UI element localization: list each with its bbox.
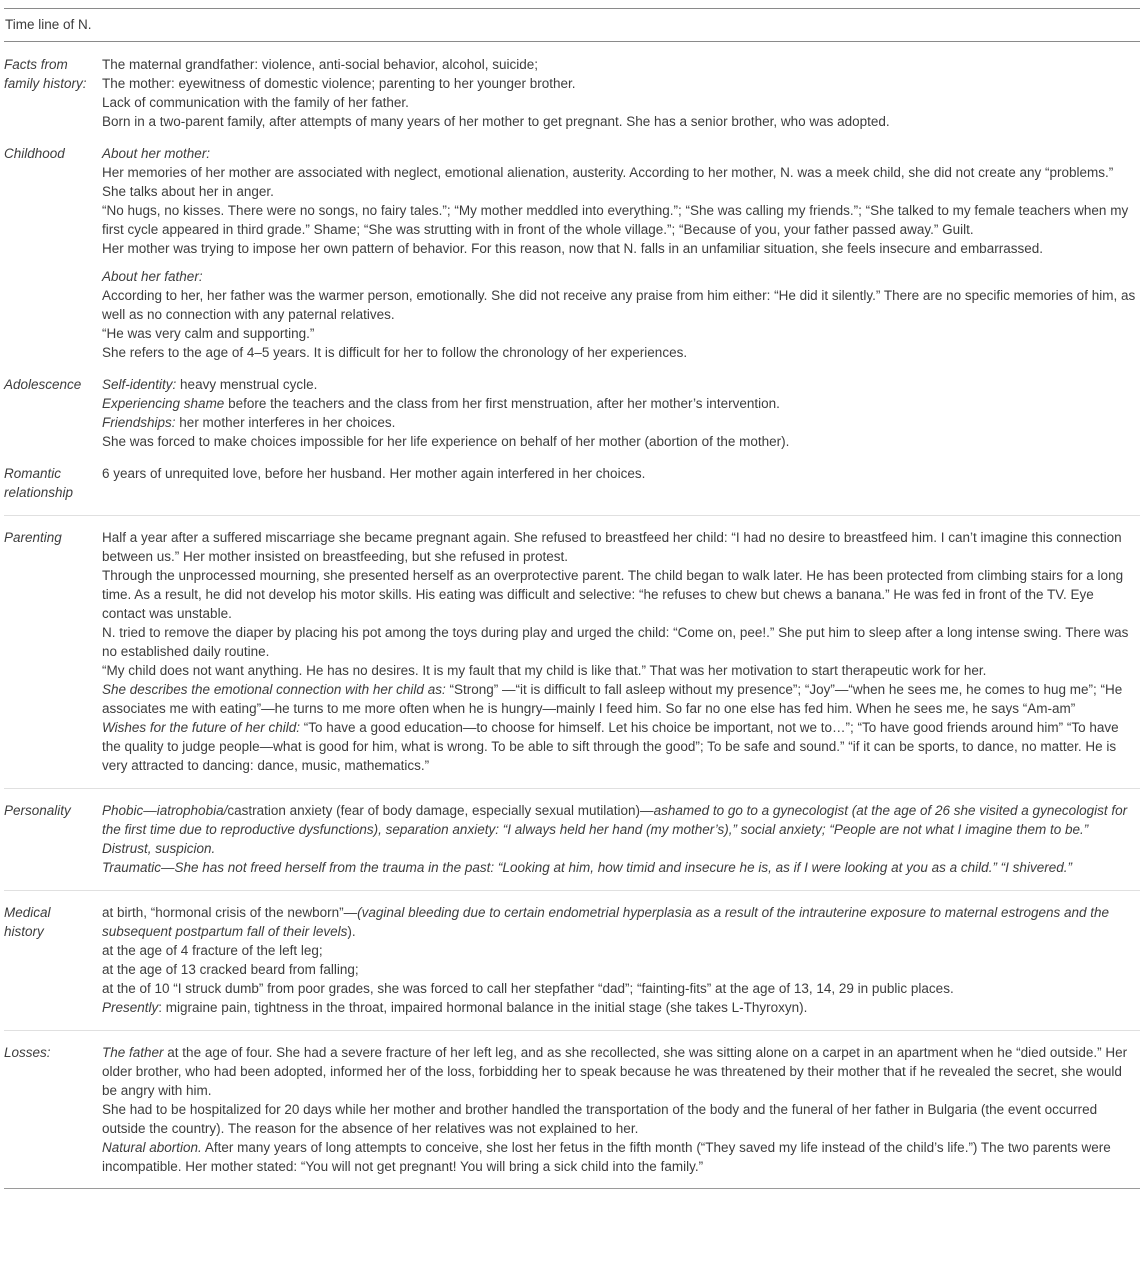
- row-paragraph: [102, 718, 1138, 775]
- row-paragraph: [102, 960, 1138, 979]
- text-segment: Through the unprocessed mourning, she presented herself as an overprotective parent. The child began to walk later. He has been protected from climbing stairs for a long time. As a result, he did not develop his motor skills. His eating was difficult and selective: “he refuses to chew but chews a banana.” He was fed in front of the TV. Eye contact was unstable.: [102, 568, 1124, 621]
- italic-text-segment: Presently: [102, 1000, 159, 1015]
- row-content: [102, 801, 1140, 877]
- row-paragraph: [102, 144, 1138, 163]
- italic-text-segment: Wishes for the future of her child:: [102, 720, 300, 735]
- row-label: Parenting: [4, 530, 62, 545]
- row-content: [102, 903, 1140, 1017]
- row-label: Losses:: [4, 1045, 51, 1060]
- text-segment: “My child does not want anything. He has no desires. It is my fault that my child is like that.” That was her motivation to start therapeutic work for her.: [102, 663, 987, 678]
- row-label: Childhood: [4, 146, 65, 161]
- text-segment: Half a year after a suffered miscarriage she became pregnant again. She refused to breastfeed her child: “I had no desire to breastfeed him. I can’t imagine this connection between us.” Her mother insisted on breastfeeding, but she refused in protest.: [102, 530, 1122, 564]
- italic-text-segment: The father: [102, 1045, 164, 1060]
- text-segment: The mother: eyewitness of domestic violence; parenting to her younger brother.: [102, 76, 576, 91]
- text-segment: According to her, her father was the warmer person, emotionally. She did not receive any praise from him either: “He did it silently.” There are no specific memories of him, as well as no connection with any paternal relatives.: [102, 288, 1136, 322]
- row-content: [102, 375, 1140, 451]
- row-paragraph: [102, 432, 1138, 451]
- row-paragraph: [102, 267, 1138, 286]
- row-paragraph: [102, 464, 1138, 483]
- text-segment: castration anxiety (fear of body damage, especially sexual mutilation)—: [227, 803, 654, 818]
- italic-text-segment: Self-identity:: [102, 377, 177, 392]
- italic-text-segment: (vaginal bleeding due to certain endometrial hyperplasia as a result of the intrauterine exposure to maternal estrogens and the subsequent postpartum fall of their levels: [102, 905, 1110, 939]
- text-segment: Her memories of her mother are associated with neglect, emotional alienation, austerity. According to her mother, N. was a meek child, she did not create any “problems.”: [102, 165, 1114, 180]
- text-segment: “Strong” —“it is difficult to fall asleep without my presence”; “Joy”—“when he sees me, he comes to hug me”; “He associates me with eating”—he turns to me more often when he is hungry—mainly I feed him. So far no one else has fed him. When he sees me, he says “Am-am”: [102, 682, 1123, 716]
- row-paragraph: [102, 566, 1138, 623]
- text-segment: N. tried to remove the diaper by placing his pot among the toys during play and urged the child: “Come on, pee!.” She put him to sleep after a long intense swing. There was no established daily routine.: [102, 625, 1129, 659]
- text-segment: before the teachers and the class from her first menstruation, after her mother’s intervention.: [224, 396, 780, 411]
- table-row-parenting: [4, 515, 1140, 775]
- text-segment: at the age of four. She had a severe fracture of her left leg, and as she recollected, she was sitting alone on a carpet in an apartment when he “died outside.” Her older brother, who had been adopted, informed her of the loss, forbidding her to speak because he was threatened by their mother that if he revealed the secret, she would be angry with him.: [102, 1045, 1128, 1098]
- italic-text-segment: ashamed to go to a gynecologist (at the age of 26 she visited a gynecologist for the first time due to reproductive dysfunctions), separation anxiety: “I always held her hand (my mother’s),” social anxiety; “People are not what I imagine them to be.” Distrust, suspicion.: [102, 803, 1128, 856]
- row-paragraph: [102, 528, 1138, 566]
- row-content: [102, 55, 1140, 131]
- text-segment: ).: [347, 924, 356, 939]
- row-paragraph: [102, 1100, 1138, 1138]
- text-segment: After many years of long attempts to conceive, she lost her fetus in the fifth month (“They saved my life instead of the child’s life.”) The two parents were incompatible. Her mother stated: “You will not get pregnant! You will bring a sick child into the family.”: [102, 1140, 1111, 1174]
- row-paragraph: [102, 413, 1138, 432]
- text-segment: Her mother was trying to impose her own pattern of behavior. For this reason, now that N. falls in an unfamiliar situation, she feels insecure and embarrassed.: [102, 241, 1043, 256]
- table-rows: [4, 55, 1140, 1176]
- text-segment: She refers to the age of 4–5 years. It is difficult for her to follow the chronology of her experiences.: [102, 345, 688, 360]
- timeline-table: [4, 8, 1140, 1189]
- row-content: [102, 1043, 1140, 1176]
- text-segment: She talks about her in anger.: [102, 184, 274, 199]
- text-segment: Born in a two-parent family, after attempts of many years of her mother to get pregnant. She has a senior brother, who was adopted.: [102, 114, 890, 129]
- text-segment: : migraine pain, tightness in the throat, impaired hormonal balance in the initial stage (she takes L-Thyroxyn).: [158, 1000, 808, 1015]
- row-label: Medical history: [4, 905, 51, 939]
- row-paragraph: [102, 112, 1138, 131]
- row-paragraph: [102, 941, 1138, 960]
- italic-text-segment: Friendships:: [102, 415, 176, 430]
- italic-text-segment: Traumatic—She has not freed herself from the trauma in the past: “Looking at him, how timid and insecure he is, as if I were looking at you as a child.” “I shivered.”: [102, 860, 1072, 875]
- row-paragraph: [102, 343, 1138, 362]
- table-row-losses: [4, 1030, 1140, 1176]
- table-row-adolescence: [4, 375, 1140, 451]
- text-segment: “He was very calm and supporting.”: [102, 326, 315, 341]
- text-segment: The maternal grandfather: violence, anti-social behavior, alcohol, suicide;: [102, 57, 538, 72]
- row-paragraph: [102, 680, 1138, 718]
- row-paragraph: [102, 979, 1138, 998]
- italic-text-segment: Experiencing shame: [102, 396, 225, 411]
- text-segment: at the of 10 “I struck dumb” from poor grades, she was forced to call her stepfather “dad”; “fainting-fits” at the age of 13, 14, 29 in public places.: [102, 981, 954, 996]
- table-title: Time line of N.: [4, 9, 1140, 42]
- row-label: Romantic relationship: [4, 466, 74, 500]
- row-paragraph: [102, 801, 1138, 858]
- table-row-medical-history: [4, 890, 1140, 1017]
- row-paragraph: [102, 93, 1138, 112]
- row-paragraph: [102, 858, 1138, 877]
- row-paragraph: [102, 182, 1138, 201]
- italic-text-segment: She describes the emotional connection with her child as:: [102, 682, 446, 697]
- italic-text-segment: Natural abortion.: [102, 1140, 202, 1155]
- italic-text-segment: Phobic—iatrophobia/: [102, 803, 228, 818]
- row-paragraph: [102, 623, 1138, 661]
- text-segment: She was forced to make choices impossible for her life experience on behalf of her mother (abortion of the mother).: [102, 434, 790, 449]
- row-paragraph: [102, 55, 1138, 74]
- italic-text-segment: About her father:: [102, 269, 203, 284]
- text-segment: “No hugs, no kisses. There were no songs, no fairy tales.”; “My mother meddled into everything.”; “She was calling my friends.”; “She talked to my female teachers when my first cycle appeared in third grade.” Shame; “She was strutting with in front of the whole village.”; “Because of you, your father passed away.” Guilt.: [102, 203, 1129, 237]
- row-paragraph: [102, 239, 1138, 258]
- text-segment: Lack of communication with the family of her father.: [102, 95, 409, 110]
- table-row-facts-from-family-history: [4, 55, 1140, 131]
- text-segment: She had to be hospitalized for 20 days while her mother and brother handled the transportation of the body and the funeral of her father in Bulgaria (the event occurred outside the country). The reason for the absence of her relatives was not explained to her.: [102, 1102, 1098, 1136]
- row-content: [102, 528, 1140, 775]
- text-segment: at the age of 13 cracked beard from falling;: [102, 962, 359, 977]
- italic-text-segment: About her mother:: [102, 146, 211, 161]
- row-paragraph: [102, 163, 1138, 182]
- row-content: [102, 464, 1140, 502]
- row-paragraph: [102, 903, 1138, 941]
- row-paragraph: [102, 74, 1138, 93]
- table-row-childhood: [4, 144, 1140, 362]
- row-paragraph: [102, 375, 1138, 394]
- table-row-personality: [4, 788, 1140, 877]
- table-row-romantic-relationship: [4, 464, 1140, 502]
- row-paragraph: [102, 998, 1138, 1017]
- row-paragraph: [102, 201, 1138, 239]
- text-segment: her mother interferes in her choices.: [175, 415, 396, 430]
- row-paragraph: [102, 286, 1138, 324]
- row-paragraph: [102, 661, 1138, 680]
- text-segment: 6 years of unrequited love, before her husband. Her mother again interfered in her choices.: [102, 466, 646, 481]
- text-segment: “To have a good education—to choose for himself. Let his choice be important, not we to…”; “To have good friends around him” “To have the quality to judge people—what is good for him, what is wrong. To be able to sift through the good”; To be safe and sound.” “if it can be sports, to dance, no matter. He is very attracted to dancing: dance, music, mathematics.”: [102, 720, 1119, 773]
- row-label: Personality: [4, 803, 71, 818]
- text-segment: at the age of 4 fracture of the left leg;: [102, 943, 323, 958]
- row-label: Adolescence: [4, 377, 82, 392]
- row-paragraph: [102, 1043, 1138, 1100]
- row-content: [102, 144, 1140, 362]
- row-paragraph: [102, 324, 1138, 343]
- text-segment: heavy menstrual cycle.: [176, 377, 318, 392]
- row-paragraph: [102, 1138, 1138, 1176]
- row-paragraph: [102, 394, 1138, 413]
- row-label: Facts from family history:: [4, 57, 87, 91]
- text-segment: at birth, “hormonal crisis of the newborn”—: [102, 905, 358, 920]
